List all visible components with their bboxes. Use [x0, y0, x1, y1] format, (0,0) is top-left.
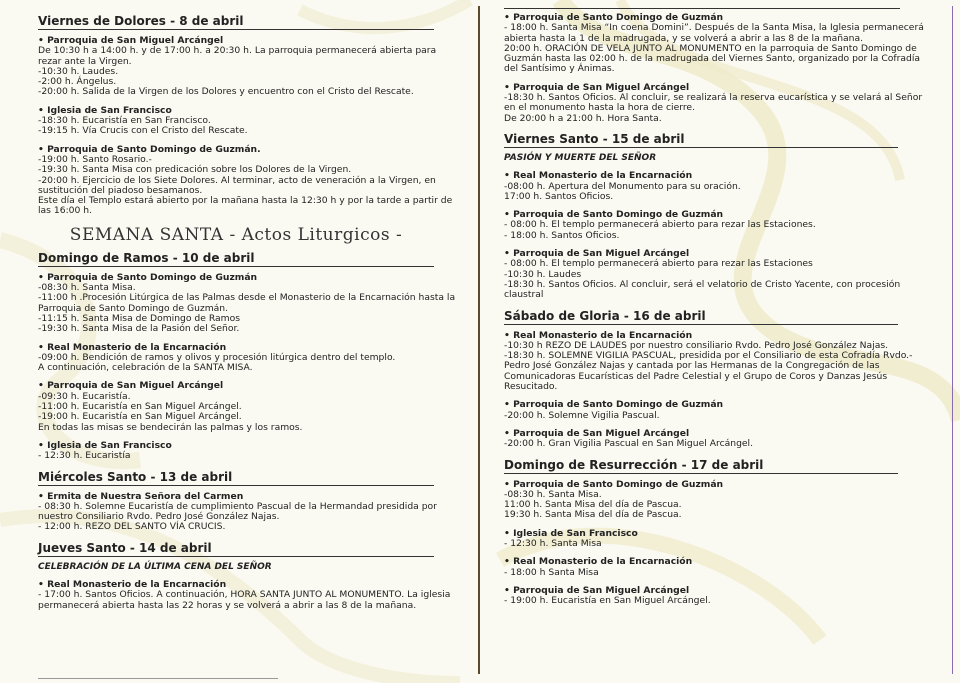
schedule-line: -20:00 h. Solemne Vigilia Pascual.: [504, 409, 660, 421]
schedule-line: -19:15 h. Vía Crucis con el Cristo del Rescate.: [38, 125, 248, 137]
schedule-line: -18:30 h. SOLEMNE VIGILIA PASCUAL, presidida por el Consiliario de esta Cofradía Rvdo.- Pedro José González Najas y cantada por las Hermanas de la Congregación de las Comunicadoras Eucarísticas del Padre Celestial y el Grupo de Coros y Danzas Jesús Resucitado.: [504, 350, 913, 393]
section-title: Viernes Santo - 15 de abril: [504, 132, 898, 148]
schedule-block: [504, 400, 936, 421]
schedule-block: [38, 106, 460, 137]
section-body: [504, 171, 936, 300]
section-body: [504, 480, 936, 607]
section-title: Miércoles Santo - 13 de abril: [38, 470, 434, 486]
schedule-line: - 08:30 h. Solemne Eucaristía de cumplimiento Pascual de la Hermandad presidida por nuestro Consiliario Rvdo. Pedro José González Najas.: [38, 500, 437, 523]
venue-title: • Parroquia de Santo Domingo de Guzmán.: [38, 143, 261, 155]
venue-title: • Ermita de Nuestra Señora del Carmen: [38, 490, 244, 502]
venue-title: • Iglesia de San Francisco: [504, 527, 638, 539]
schedule-line: - 17:00 h. Santos Oficios. A continuación, HORA SANTA JUNTO AL MONUMENTO. La iglesia permanecerá abierta hasta las 22 horas y se volverá a abrir a las 8 de la mañana.: [38, 589, 451, 611]
schedule-line: - 12:00 h. REZO DEL SANTO VÍA CRUCIS.: [38, 521, 226, 533]
venue-title: • Parroquia de San Miguel Arcángel: [38, 35, 224, 46]
section-body: [38, 492, 460, 533]
schedule-line: -08:30 h. Santa Misa.: [38, 282, 136, 294]
schedule-line: - 19:00 h. Eucaristía en San Miguel Arcángel.: [504, 595, 711, 607]
schedule-line: -20:00 h. Ejercicio de los Siete Dolores. Al terminar, acto de veneración a la Virgen, en sustitución del piadoso besamanos.: [38, 174, 436, 196]
schedule-line: -09:00 h. Bendición de ramos y olivos y procesión litúrgica dentro del templo.: [38, 351, 396, 363]
schedule-line: -19:30 h. Santa Misa con predicación sobre los Dolores de la Virgen.: [38, 164, 352, 176]
section-title: Jueves Santo - 14 de abril: [38, 541, 434, 557]
schedule-line: -18:30 h. Santos Oficios. Al concluir, será el velatorio de Cristo Yacente, con procesión claustral: [504, 278, 901, 301]
schedule-line: -18:30 h. Eucaristía en San Francisco.: [38, 115, 211, 127]
schedule-line: -20:00 h. Salida de la Virgen de los Dolores y encuentro con el Cristo del Rescate.: [38, 86, 414, 98]
schedule-block: [38, 381, 460, 432]
venue-title: • Parroquia de Santo Domingo de Guzmán: [504, 209, 724, 221]
schedule-line: - 12:30 h. Eucaristía: [38, 450, 131, 462]
schedule-line: -10:30 h. Laudes: [504, 268, 582, 280]
schedule-line: -19:00 h. Santo Rosario.-: [38, 153, 152, 165]
schedule-block: [38, 145, 460, 217]
schedule-line: -2:00 h. Ángelus.: [38, 76, 117, 88]
schedule-line: 17:00 h. Santos Oficios.: [504, 190, 614, 202]
venue-title: • Parroquia de San Miguel Arcángel: [504, 248, 690, 260]
venue-title: • Parroquia de San Miguel Arcángel: [504, 427, 690, 439]
schedule-line: - 08:00 h. El templo permanecerá abierto para rezar las Estaciones: [504, 258, 813, 270]
schedule-line: -08:30 h. Santa Misa.: [504, 488, 602, 500]
schedule-line: -11:00 h .Procesión Litúrgica de las Palmas desde el Monasterio de la Encarnación hasta la Parroquia de Santo Domingo de Guzmán.: [38, 292, 456, 314]
section-subtitle: PASIÓN Y MUERTE DEL SEÑOR: [504, 152, 657, 163]
venue-title: • Parroquia de San Miguel Arcángel: [504, 81, 690, 93]
schedule-line: - 18:00 h. Santa Misa “In coena Domini”. Después de la Santa Misa, la Iglesia permanecerá abierta hasta la 1 de la madrugada, y se volverá a abrir a las 8 de la mañana.: [504, 22, 924, 44]
schedule-line: -19:30 h. Santa Misa de la Pasión del Señor.: [38, 323, 240, 335]
venue-title: • Parroquia de Santo Domingo de Guzmán: [504, 12, 724, 23]
schedule-block: [504, 13, 936, 75]
venue-title: • Real Monasterio de la Encarnación: [38, 341, 227, 353]
venue-title: • Real Monasterio de la Encarnación: [504, 329, 693, 341]
schedule-block: [504, 171, 936, 202]
schedule-block: [504, 210, 936, 241]
schedule-block: [38, 492, 460, 533]
schedule-line: Este día el Templo estará abierto por la mañana hasta la 12:30 h y por la tarde a partir de las 16:00 h.: [38, 195, 453, 217]
right-column: [486, 8, 946, 675]
section-title: Domingo de Resurrección - 17 de abril: [504, 458, 898, 474]
bottom-rule: [38, 678, 278, 679]
schedule-line: De 20:00 h a 21:00 h. Hora Santa.: [504, 112, 662, 124]
venue-title: • Parroquia de San Miguel Arcángel: [504, 584, 690, 596]
schedule-block: [504, 331, 936, 393]
schedule-line: -08:00 h. Apertura del Monumento para su oración.: [504, 180, 741, 192]
schedule-line: En todas las misas se bendecirán las palmas y los ramos.: [38, 421, 303, 433]
section-body: [38, 273, 460, 462]
section-title: Viernes de Dolores - 8 de abril: [38, 14, 434, 30]
banner-title: SEMANA SANTA - Actos Liturgicos -: [69, 224, 403, 245]
left-sections-after: [38, 251, 460, 611]
schedule-line: 19:30 h. Santa Misa del día de Pascua.: [504, 509, 682, 521]
section-title: Sábado de Gloria - 16 de abril: [504, 309, 898, 325]
schedule-line: De 10:30 h a 14:00 h. y de 17:00 h. a 20:30 h. La parroquia permanecerá abierta para rezar ante la Virgen.: [38, 45, 437, 67]
schedule-block: [504, 480, 936, 521]
schedule-block: [38, 343, 460, 374]
schedule-line: -10:30 h REZO DE LAUDES por nuestro consiliario Rvdo. Pedro José González Najas.: [504, 339, 889, 351]
venue-title: • Iglesia de San Francisco: [38, 439, 172, 451]
venue-title: • Real Monasterio de la Encarnación: [504, 170, 693, 182]
venue-title: • Parroquia de Santo Domingo de Guzmán: [504, 399, 724, 411]
schedule-block: [504, 529, 936, 550]
schedule-block: [504, 249, 936, 300]
section-title: Domingo de Ramos - 10 de abril: [38, 251, 434, 267]
left-column: [8, 8, 470, 675]
section-body: [38, 580, 460, 611]
schedule-block: [504, 557, 936, 578]
section-body: [504, 331, 936, 450]
schedule-line: -19:00 h. Eucaristía en San Miguel Arcángel.: [38, 411, 242, 423]
schedule-line: - 18:00 h Santa Misa: [504, 566, 599, 578]
right-lead-blocks: [504, 13, 936, 124]
schedule-line: -11:00 h. Eucaristía en San Miguel Arcángel.: [38, 401, 242, 413]
schedule-block: [38, 441, 460, 462]
schedule-line: - 08:00 h. El templo permanecerá abierto para rezar las Estaciones.: [504, 219, 816, 231]
schedule-line: -09:30 h. Eucaristía.: [38, 390, 131, 402]
schedule-line: 11:00 h. Santa Misa del día de Pascua.: [504, 499, 682, 511]
schedule-block: [38, 36, 460, 98]
schedule-block: [38, 273, 460, 335]
section-subtitle: CELEBRACIÓN DE LA ÚLTIMA CENA DEL SEÑOR: [38, 561, 272, 572]
venue-title: • Iglesia de San Francisco: [38, 104, 172, 116]
schedule-line: - 12:30 h. Santa Misa: [504, 537, 602, 549]
venue-title: • Real Monasterio de la Encarnación: [504, 556, 693, 568]
schedule-line: -20:00 h. Gran Vigilia Pascual en San Miguel Arcángel.: [504, 438, 754, 450]
schedule-block: [504, 83, 936, 124]
left-sections-before: [38, 14, 460, 217]
venue-title: • Parroquia de San Miguel Arcángel: [38, 380, 224, 392]
schedule-line: -10:30 h. Laudes.: [38, 65, 119, 77]
schedule-line: A continuación, celebración de la SANTA MISA.: [38, 362, 253, 374]
schedule-line: - 18:00 h. Santos Oficios.: [504, 229, 620, 241]
section-body: [38, 36, 460, 217]
right-sections: [504, 132, 936, 607]
schedule-line: 20:00 h. ORACIÓN DE VELA JUNTO AL MONUMENTO en la parroquia de Santo Domingo de Guzmán hasta las 02:00 h. de la madrugada del Viernes Santo, organizado por la Cofradía del Santísimo y Ánimas.: [504, 42, 921, 75]
schedule-line: -18:30 h. Santos Oficios. Al concluir, se realizará la reserva eucarística y se velará al Señor en el monumento hasta la hora de cierre.: [504, 92, 923, 114]
schedule-line: -11:15 h. Santa Misa de Domingo de Ramos: [38, 312, 241, 324]
schedule-block: [38, 580, 460, 611]
venue-title: • Parroquia de Santo Domingo de Guzmán: [504, 478, 724, 490]
schedule-block: [504, 586, 936, 607]
venue-title: • Parroquia de Santo Domingo de Guzmán: [38, 271, 258, 283]
schedule-block: [504, 429, 936, 450]
venue-title: • Real Monasterio de la Encarnación: [38, 578, 227, 590]
